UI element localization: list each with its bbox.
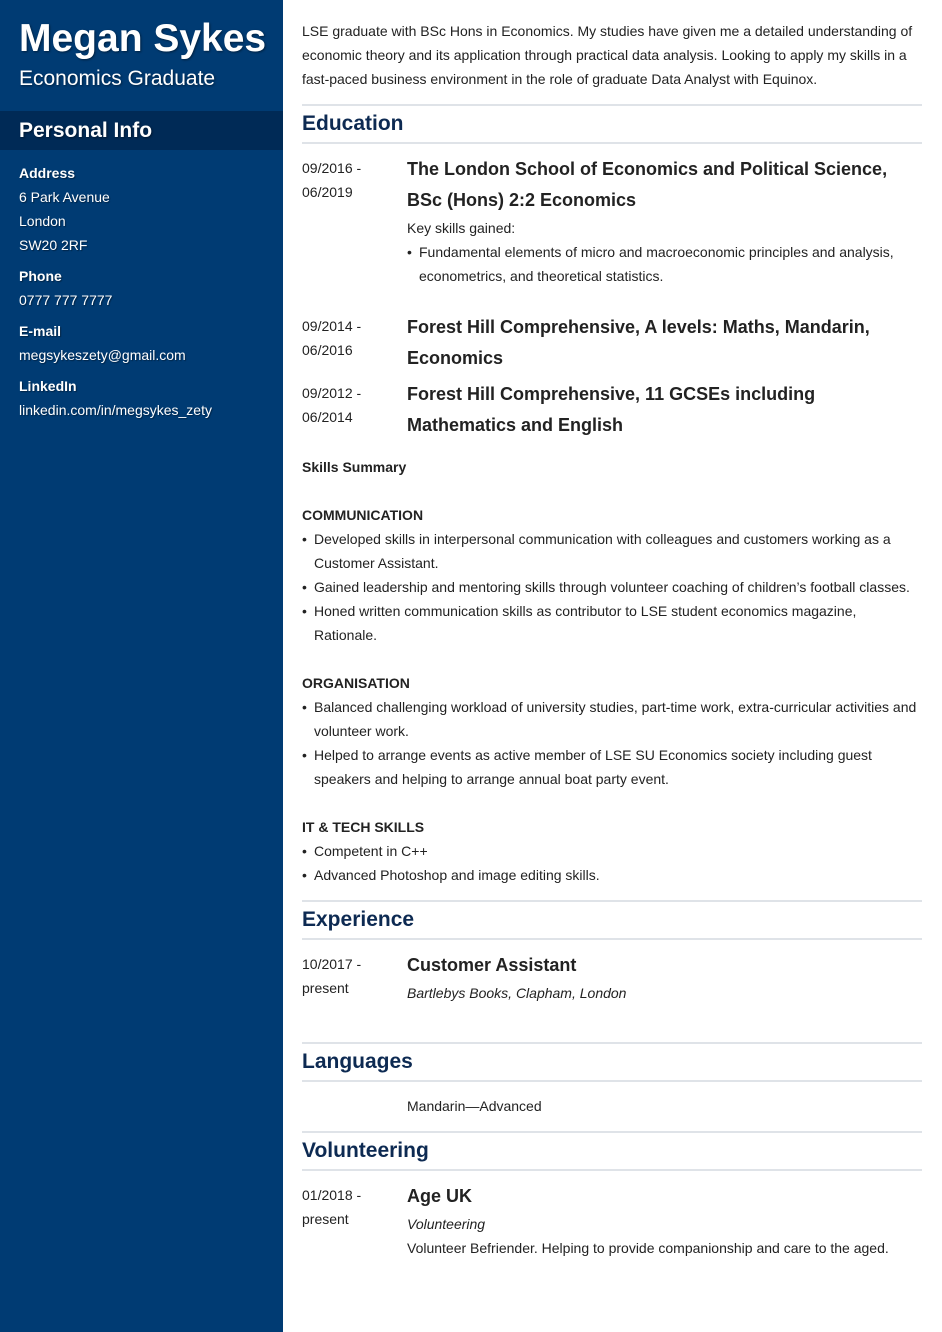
entry-body <box>407 952 922 1005</box>
date-start: 09/2014 - <box>302 318 362 334</box>
list-item: • Developed skills in interpersonal communication with colleagues and customers working as a Customer Assistant. <box>302 527 922 575</box>
linkedin-group <box>19 374 283 422</box>
education-heading: Education <box>302 104 922 144</box>
entry-date <box>302 314 407 374</box>
volunteering-heading: Volunteering <box>302 1131 922 1171</box>
phone-group <box>19 264 283 312</box>
skill-category-title: IT & TECH SKILLS <box>302 819 425 835</box>
entry-date <box>302 1183 407 1260</box>
volunteering-entry <box>302 1183 922 1260</box>
date-end: 06/2016 <box>302 342 353 358</box>
list-item: • Helped to arrange events as active member of LSE SU Economics society including guest speakers and helping to arrange annual boat party event. <box>302 743 922 791</box>
address-line: London <box>19 213 66 229</box>
entry-body <box>407 1183 922 1260</box>
email-group <box>19 319 283 367</box>
entry-body <box>407 156 922 288</box>
entry-body <box>407 314 922 374</box>
personal-info-heading: Personal Info <box>0 111 283 150</box>
skill-category-title: ORGANISATION <box>302 675 410 691</box>
education-entry <box>302 381 922 441</box>
skill-list <box>302 527 922 647</box>
entry-subtitle: Volunteering <box>407 1216 486 1232</box>
list-item: • Fundamental elements of micro and macroeconomic principles and analysis, econometrics, and theoretical statistics. <box>407 240 922 288</box>
entry-title: Forest Hill Comprehensive, 11 GCSEs including Mathematics and English <box>407 384 816 435</box>
linkedin-value[interactable]: linkedin.com/in/megsykes_zety <box>19 402 212 418</box>
list-item: • Advanced Photoshop and image editing skills. <box>302 863 922 887</box>
entry-bullets <box>407 240 922 288</box>
email-label: E-mail <box>19 323 62 339</box>
entry-title: Age UK <box>407 1186 473 1206</box>
entry-date <box>302 381 407 441</box>
education-entry <box>302 156 922 288</box>
main-content <box>302 19 922 1260</box>
address-group <box>19 161 283 257</box>
experience-heading: Experience <box>302 900 922 940</box>
entry-description: Volunteer Befriender. Helping to provide companionship and care to the aged. <box>407 1240 889 1256</box>
date-start: 09/2012 - <box>302 385 362 401</box>
candidate-name: Megan Sykes <box>19 17 267 60</box>
address-line: 6 Park Avenue <box>19 189 110 205</box>
address-line: SW20 2RF <box>19 237 88 253</box>
experience-entry <box>302 952 922 1005</box>
phone-label: Phone <box>19 268 62 284</box>
date-start: 09/2016 - <box>302 160 362 176</box>
entry-title: Forest Hill Comprehensive, A levels: Maths, Mandarin, Economics <box>407 317 870 368</box>
email-value[interactable]: megsykeszety@gmail.com <box>19 347 186 363</box>
skill-list <box>302 695 922 791</box>
linkedin-label: LinkedIn <box>19 378 77 394</box>
entry-body <box>407 381 922 441</box>
address-label: Address <box>19 165 76 181</box>
profile-summary: LSE graduate with BSc Hons in Economics. My studies have given me a detailed understanding of economic theory and its application through practical data analysis. Looking to apply my skills in a fast-paced business environment in the role of graduate Data Analyst with Equinox. <box>302 23 913 87</box>
date-start: 01/2018 - <box>302 1187 362 1203</box>
entry-date <box>302 952 407 1005</box>
list-item: • Gained leadership and mentoring skills through volunteer coaching of children’s football classes. <box>302 575 922 599</box>
personal-info <box>0 150 283 422</box>
skills-summary-title: Skills Summary <box>302 459 407 475</box>
entry-subtitle: Bartlebys Books, Clapham, London <box>407 985 627 1001</box>
language-item: Mandarin—Advanced <box>407 1098 542 1114</box>
sidebar <box>0 0 283 1332</box>
entry-date <box>302 156 407 288</box>
languages-heading: Languages <box>302 1042 922 1082</box>
date-end: present <box>302 980 349 996</box>
list-item: • Honed written communication skills as contributor to LSE student economics magazine, Rationale. <box>302 599 922 647</box>
skill-category-title: COMMUNICATION <box>302 507 424 523</box>
candidate-title: Economics Graduate <box>19 67 216 90</box>
date-end: 06/2019 <box>302 184 353 200</box>
date-end: present <box>302 1211 349 1227</box>
entry-title: The London School of Economics and Political Science, BSc (Hons) 2:2 Economics <box>407 159 888 210</box>
list-item: • Balanced challenging workload of university studies, part-time work, extra-curricular activities and volunteer work. <box>302 695 922 743</box>
list-item: • Competent in C++ <box>302 839 922 863</box>
entry-title: Customer Assistant <box>407 955 577 975</box>
date-start: 10/2017 - <box>302 956 362 972</box>
date-end: 06/2014 <box>302 409 353 425</box>
entry-note: Key skills gained: <box>407 220 516 236</box>
education-entry <box>302 314 922 374</box>
skill-list <box>302 839 922 887</box>
phone-value: 0777 777 7777 <box>19 292 113 308</box>
